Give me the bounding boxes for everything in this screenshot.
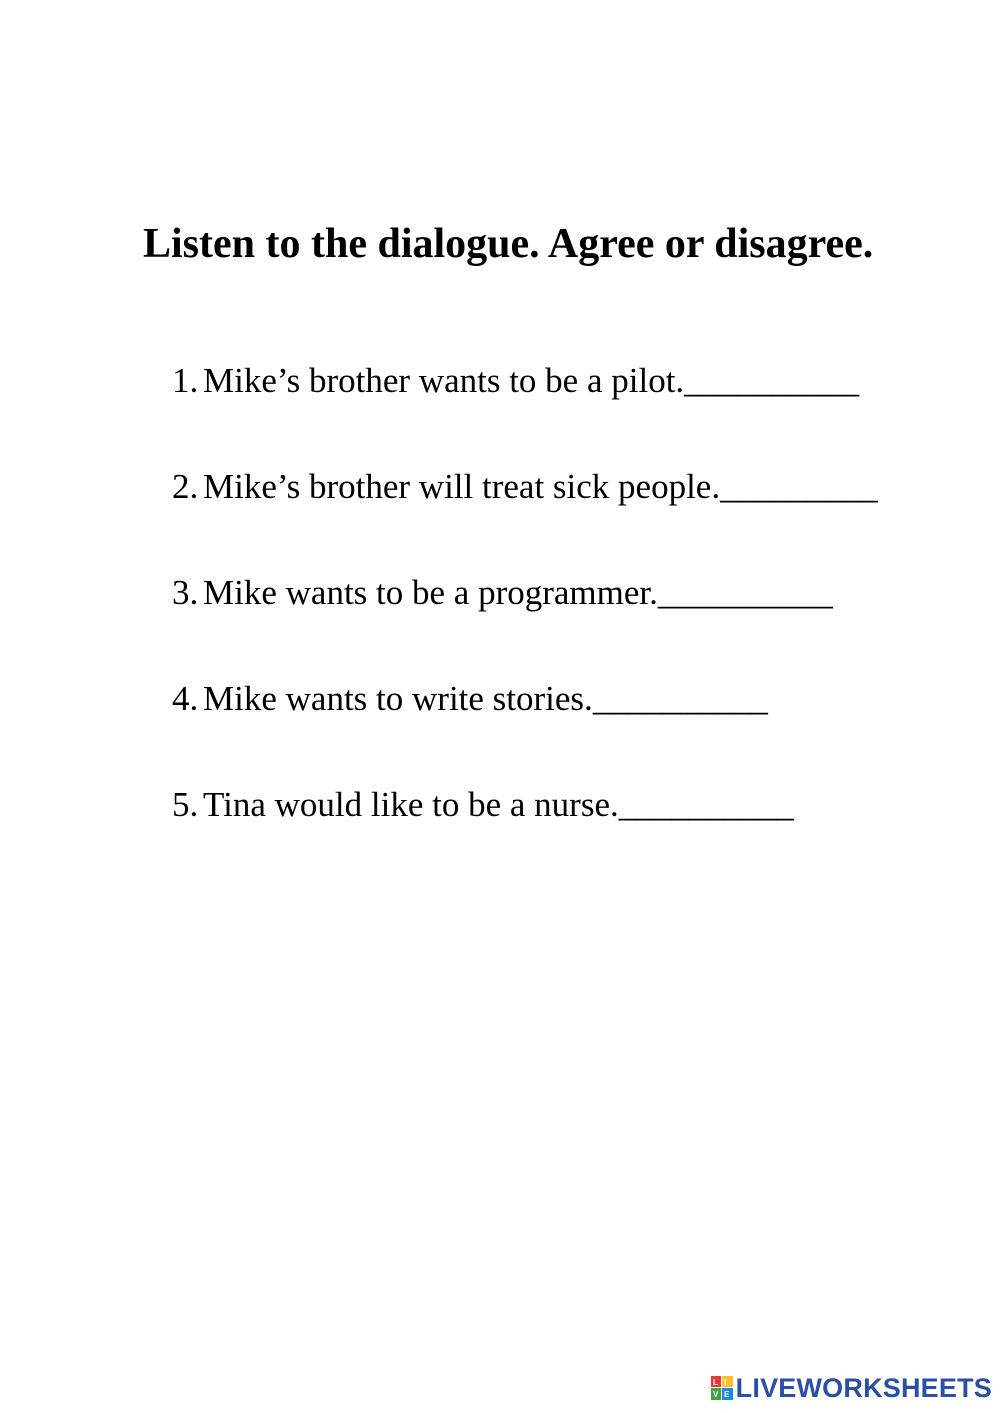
question-number: 4. [172, 679, 199, 718]
question-list [172, 356, 878, 886]
worksheet-title: Listen to the dialogue. Agree or disagree. [143, 221, 874, 267]
question-number: 1. [172, 361, 199, 400]
svg-text:I: I [723, 1378, 726, 1387]
svg-text:L: L [712, 1378, 718, 1387]
question-number: 3. [172, 573, 199, 612]
brand-name: LIVEWORKSHEETS [735, 1373, 992, 1403]
answer-blank[interactable]: __________ [592, 679, 768, 718]
answer-blank[interactable]: __________ [618, 785, 794, 824]
question-text: Tina would like to be a nurse. [203, 785, 619, 824]
question-text: Mike’s brother will treat sick people. [203, 467, 721, 506]
question-number: 5. [172, 785, 199, 824]
question-item [172, 356, 878, 462]
svg-text:V: V [712, 1390, 719, 1399]
liveworksheets-logo-icon [711, 1376, 733, 1400]
liveworksheets-logo [711, 1373, 992, 1403]
question-item [172, 568, 878, 674]
question-text: Mike wants to write stories. [203, 679, 593, 718]
question-item [172, 780, 878, 886]
question-text: Mike’s brother wants to be a pilot. [203, 361, 685, 400]
answer-blank[interactable]: __________ [684, 361, 860, 400]
answer-blank[interactable]: __________ [657, 573, 833, 612]
question-text: Mike wants to be a programmer. [203, 573, 658, 612]
question-number: 2. [172, 467, 199, 506]
svg-text:E: E [723, 1390, 730, 1399]
answer-blank[interactable]: _________ [720, 467, 878, 506]
question-item [172, 674, 878, 780]
question-item [172, 462, 878, 568]
